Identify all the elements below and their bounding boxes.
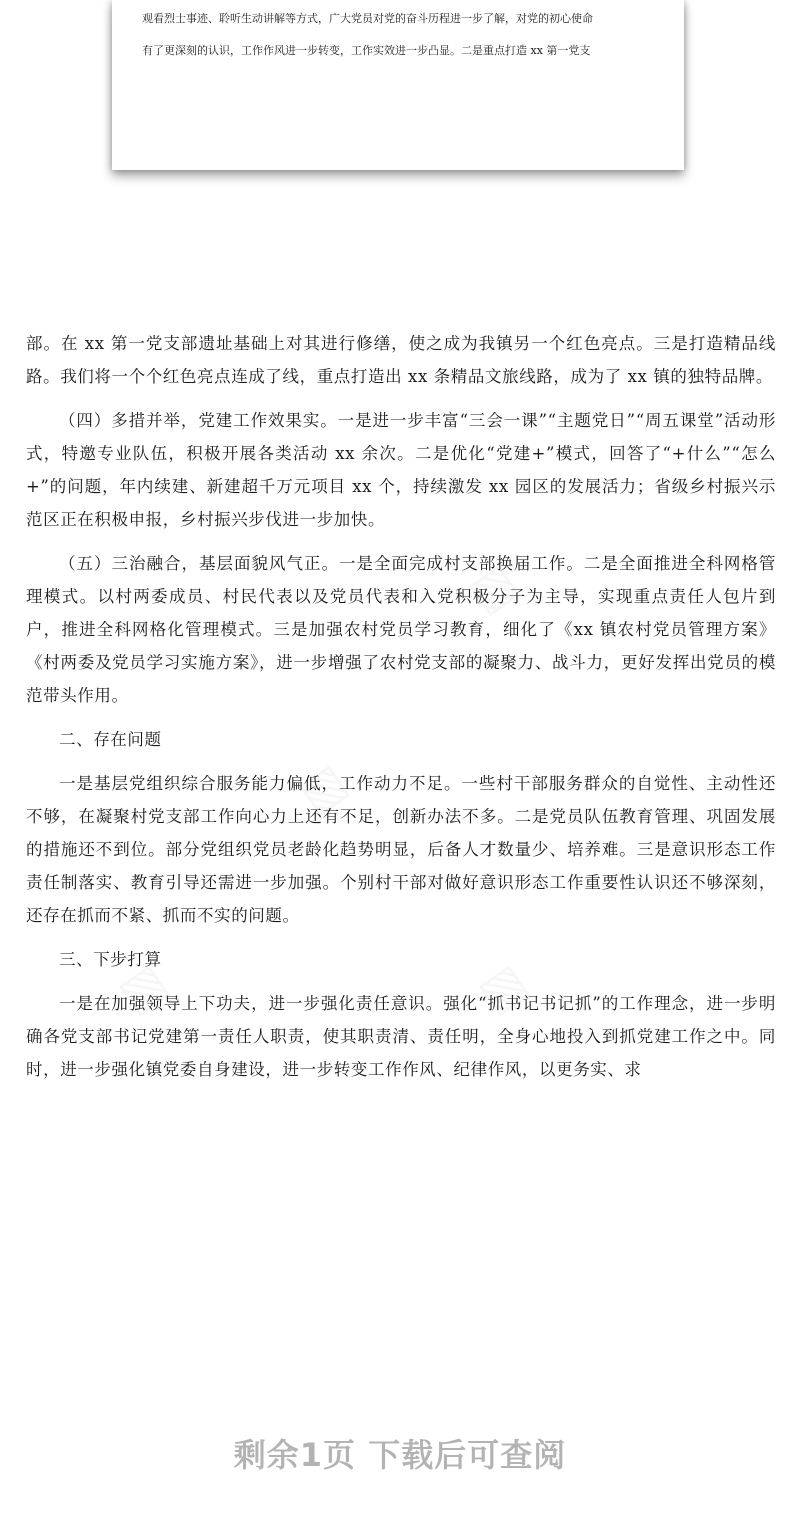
paragraph: （五）三治融合，基层面貌风气正。一是全面完成村支部换届工作。二是全面推进全科网格管理模式。以村两委成员、村民代表以及党员代表和入党积极分子为主导，实现重点责任人包片到户，推进全科网格化管理模式。三是加强农村党员学习教育，细化了《xx 镇农村党员管理方案》《村两委及党员学习实施方案》，进一步增强了农村党支部的凝聚力、战斗力，更好发挥出党员的模范带头作用。 (26, 554, 776, 705)
download-notice[interactable]: 剩余1页 下载后可查阅 (233, 1436, 567, 1474)
previous-page-line: 观看烈士事迹、聆听生动讲解等方式，广大党员对党的奋斗历程进一步了解，对党的初心使命 (142, 12, 593, 25)
previous-page-preview (112, 0, 684, 170)
paragraph: （四）多措并举，党建工作效果实。一是进一步丰富“三会一课”“主题党日”“周五课堂”活动形式，特邀专业队伍，积极开展各类活动 xx 余次。二是优化“党建+”模式，回答了“+什么”“怎么+”的问题，年内续建、新建超千万元项目 xx 个，持续激发 xx 园区的发展活力；省级乡村振兴示范区正在积极申报，乡村振兴步伐进一步加快。 (26, 411, 776, 529)
section-heading: 三、下步打算 (59, 950, 162, 969)
section-heading: 二、存在问题 (59, 730, 162, 749)
paragraph: 一是在加强领导上下功夫，进一步强化责任意识。强化“抓书记书记抓”的工作理念，进一步明确各党支部书记党建第一责任人职责，使其职责清、责任明，全身心地投入到抓党建工作之中。同时，进一步强化镇党委自身建设，进一步转变工作作风、纪律作风，以更务实、求 (26, 994, 776, 1079)
paragraph: 一是基层党组织综合服务能力偏低，工作动力不足。一些村干部服务群众的自觉性、主动性还不够，在凝聚村党支部工作向心力上还有不足，创新办法不多。二是党员队伍教育管理、巩固发展的措施还不到位。部分党组织党员老龄化趋势明显，后备人才数量少、培养难。三是意识形态工作责任制落实、教育引导还需进一步加强。个别村干部对做好意识形态工作重要性认识还不够深刻，还存在抓而不紧、抓而不实的问题。 (26, 774, 776, 925)
paragraph: 部。在 xx 第一党支部遗址基础上对其进行修缮，使之成为我镇另一个红色亮点。三是打造精品线路。我们将一个个红色亮点连成了线，重点打造出 xx 条精品文旅线路，成为了 xx 镇的独特品牌。 (26, 334, 776, 386)
document-body (26, 327, 776, 1086)
previous-page-line: 有了更深刻的认识，工作作风进一步转变，工作实效进一步凸显。二是重点打造 xx 第一党支 (142, 44, 591, 57)
